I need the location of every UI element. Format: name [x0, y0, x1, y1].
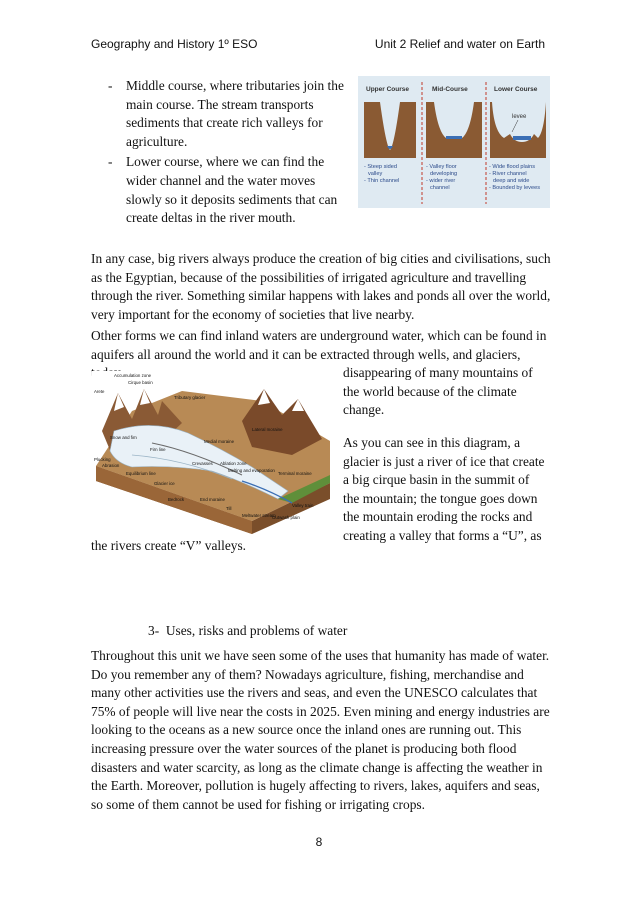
svg-text:Firn line: Firn line — [150, 447, 166, 452]
paragraph-uses-of-water: Throughout this unit we have seen some of the uses that humanity has made of water. Do you remember any of them? Nowadays agriculture, fishing, merchandise and many other activities use the rivers and seas, and even the UNESCO calculates that 75% of people will live near the costs in 2025. Even mining and energy industries are looking to the oceans as a new source once the inland ones are running out. This increasing pressure over the water sources of the planet is producing both flood disasters and water scarcity, as long as the climate change is affecting the weather in the Earth. Moreover, pollution is hugely affecting to rivers, lakes, aquifers and seas, so some of them cannot be used for fishing or irrigating crops. — [91, 648, 550, 812]
svg-text:Medial moraine: Medial moraine — [204, 439, 235, 444]
svg-text:Mid-Course: Mid-Course — [432, 86, 468, 93]
svg-text:levee: levee — [512, 114, 527, 120]
svg-text:Till: Till — [226, 506, 232, 511]
svg-text:channel: channel — [430, 185, 450, 191]
svg-text:Terminal moraine: Terminal moraine — [278, 471, 312, 476]
svg-text:- Thin channel: - Thin channel — [364, 178, 400, 184]
list-item: - Lower course, where we can find the wider channel and the water moves slowly so it deposits sediments that can create deltas in the river mouth. — [108, 154, 338, 226]
svg-text:- Steep sided: - Steep sided — [364, 164, 397, 170]
svg-text:- Bounded by levees: - Bounded by levees — [489, 185, 540, 191]
svg-text:- Valley floor: - Valley floor — [426, 164, 457, 170]
svg-text:Abrasion: Abrasion — [102, 463, 120, 468]
section-heading — [148, 623, 347, 639]
list-item: - Middle course, where tributaries join the main course. The stream transports sediments that create rich valleys for agriculture. — [108, 78, 344, 149]
river-course-diagram — [358, 76, 550, 208]
svg-text:valley: valley — [368, 171, 383, 177]
river-course-list — [108, 77, 353, 230]
svg-text:Accumulation zone: Accumulation zone — [114, 373, 152, 378]
svg-text:Snow and firn: Snow and firn — [110, 435, 137, 440]
glacier-diagram — [92, 371, 333, 536]
paragraph-v-valleys: the rivers create “V” valleys. — [91, 538, 247, 553]
svg-text:Outwash plain: Outwash plain — [272, 515, 300, 520]
svg-text:Lateral moraine: Lateral moraine — [252, 427, 283, 432]
svg-text:Valley train: Valley train — [292, 503, 314, 508]
svg-text:Melting and evaporation: Melting and evaporation — [228, 468, 275, 473]
paragraph-glacier-diagram: As you can see in this diagram, a glacier is just a river of ice that create a big cirque basin in the summit of the mountain; the tongue goes down the mountain eroding the rocks and creating a valley that forms a “U”, as — [343, 435, 545, 543]
svg-text:- wider river: - wider river — [426, 178, 456, 184]
svg-text:Arete: Arete — [94, 389, 105, 394]
svg-text:Equilibrium line: Equilibrium line — [126, 471, 156, 476]
svg-text:Lower Course: Lower Course — [494, 86, 538, 93]
page-number: 8 — [315, 835, 323, 849]
paragraph-inland-waters: Other forms we can find inland waters are underground water, which can be found in aquifers all around the world and it can be extracted through wells, and glaciers, — [91, 328, 547, 362]
svg-text:Glacier ice: Glacier ice — [154, 481, 175, 486]
svg-text:developing: developing — [430, 171, 458, 177]
svg-text:Bedrock: Bedrock — [168, 497, 185, 502]
paragraph-glaciers-disappearing: disappearing of many mountains of the world because of the climate change. — [343, 365, 533, 418]
header-right: Unit 2 Relief and water on Earth — [374, 37, 545, 51]
svg-text:End moraine: End moraine — [200, 497, 225, 502]
svg-text:deep and wide: deep and wide — [493, 178, 530, 184]
svg-text:- River channel: - River channel — [489, 171, 527, 177]
svg-text:Upper Course: Upper Course — [366, 86, 409, 93]
svg-text:Meltwater stream: Meltwater stream — [242, 513, 276, 518]
svg-text:Plucking: Plucking — [94, 457, 111, 462]
paragraph-civilisations: In any case, big rivers always produce the creation of big cities and civilisations, such as the Egyptian, because of the possibilities of irrigated agriculture and travelling through the river. Something similar happens with lakes and ponds all over the world, very important for the economy of societies that live nearby. — [91, 251, 551, 322]
svg-text:Cirque basin: Cirque basin — [128, 380, 153, 385]
section-title: Uses, risks and problems of water — [165, 623, 348, 638]
svg-text:Ablation zone: Ablation zone — [220, 461, 247, 466]
svg-text:Tributary glacier: Tributary glacier — [174, 395, 206, 400]
svg-text:Crevasses: Crevasses — [192, 461, 213, 466]
header-left: Geography and History 1º ESO — [91, 37, 258, 51]
section-number: 3- — [148, 623, 160, 638]
svg-text:- Wide flood plains: - Wide flood plains — [489, 164, 536, 170]
